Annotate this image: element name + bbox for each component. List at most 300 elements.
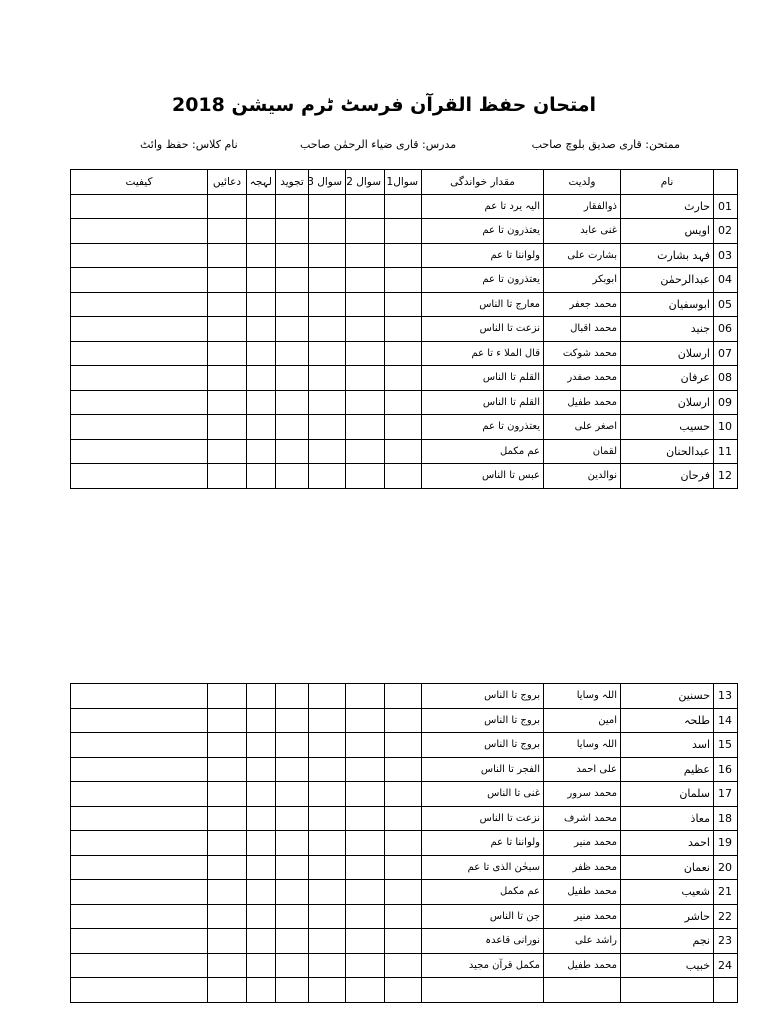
header-remarks: کیفیت bbox=[71, 170, 208, 195]
amount-cell: سبحٰن الذی تا عم bbox=[422, 855, 544, 880]
q2-cell bbox=[346, 782, 385, 807]
father-cell: محمد اشرف bbox=[544, 806, 621, 831]
tajweed-cell bbox=[276, 390, 309, 415]
lehja-cell bbox=[247, 268, 276, 293]
number-cell: 15 bbox=[714, 733, 738, 758]
q3-cell bbox=[309, 194, 346, 219]
number-cell: 24 bbox=[714, 953, 738, 978]
tajweed-cell bbox=[276, 904, 309, 929]
amount-cell: الیہ یرد تا عم bbox=[422, 194, 544, 219]
table-row bbox=[71, 341, 738, 366]
name-cell: عرفان bbox=[621, 366, 714, 391]
father-cell: محمد منیر bbox=[544, 831, 621, 856]
q2-cell bbox=[346, 464, 385, 489]
q1-cell bbox=[385, 978, 422, 1003]
father-cell: بشارت علی bbox=[544, 243, 621, 268]
duas-cell bbox=[208, 464, 247, 489]
q1-cell bbox=[385, 243, 422, 268]
lehja-cell bbox=[247, 684, 276, 709]
q2-cell bbox=[346, 708, 385, 733]
name-cell: احمد bbox=[621, 831, 714, 856]
number-cell: 06 bbox=[714, 317, 738, 342]
number-cell: 02 bbox=[714, 219, 738, 244]
tajweed-cell bbox=[276, 733, 309, 758]
table-row bbox=[71, 194, 738, 219]
number-cell: 03 bbox=[714, 243, 738, 268]
number-cell: 22 bbox=[714, 904, 738, 929]
q1-cell bbox=[385, 782, 422, 807]
name-cell: جنید bbox=[621, 317, 714, 342]
lehja-cell bbox=[247, 708, 276, 733]
remarks-cell bbox=[71, 708, 208, 733]
tajweed-cell bbox=[276, 978, 309, 1003]
tajweed-cell bbox=[276, 782, 309, 807]
number-cell: 19 bbox=[714, 831, 738, 856]
amount-cell: یعتذرون تا عم bbox=[422, 219, 544, 244]
table-row bbox=[71, 904, 738, 929]
header-name: نام bbox=[621, 170, 714, 195]
q2-cell bbox=[346, 978, 385, 1003]
lehja-cell bbox=[247, 194, 276, 219]
tajweed-cell bbox=[276, 757, 309, 782]
q1-cell bbox=[385, 684, 422, 709]
header-q1: سوال1 bbox=[385, 170, 422, 195]
amount-cell: عبس تا الناس bbox=[422, 464, 544, 489]
amount-cell: عم مکمل bbox=[422, 439, 544, 464]
amount-cell: یعتذرون تا عم bbox=[422, 415, 544, 440]
amount-cell: ولواننا تا عم bbox=[422, 831, 544, 856]
table-row bbox=[71, 219, 738, 244]
page-title: امتحان حفظ القرآن فرسٹ ٹرم سیشن 2018 bbox=[171, 94, 597, 116]
amount-cell: عم مکمل bbox=[422, 880, 544, 905]
father-cell: محمد سرور bbox=[544, 782, 621, 807]
q2-cell bbox=[346, 415, 385, 440]
examiner-label: ممتحن: قاری صدیق بلوچ صاحب bbox=[531, 138, 680, 151]
table-row bbox=[71, 880, 738, 905]
q1-cell bbox=[385, 880, 422, 905]
q1-cell bbox=[385, 390, 422, 415]
header-amount: مقدار خواندگی bbox=[422, 170, 544, 195]
name-cell: فرحان bbox=[621, 464, 714, 489]
name-cell: طلحہ bbox=[621, 708, 714, 733]
father-cell: امین bbox=[544, 708, 621, 733]
duas-cell bbox=[208, 978, 247, 1003]
q2-cell bbox=[346, 855, 385, 880]
amount-cell: بروج تا الناس bbox=[422, 708, 544, 733]
remarks-cell bbox=[71, 978, 208, 1003]
q2-cell bbox=[346, 904, 385, 929]
name-cell: خبیب bbox=[621, 953, 714, 978]
tajweed-cell bbox=[276, 268, 309, 293]
father-cell: محمد شوکت bbox=[544, 341, 621, 366]
number-cell: 09 bbox=[714, 390, 738, 415]
duas-cell bbox=[208, 684, 247, 709]
tajweed-cell bbox=[276, 439, 309, 464]
amount-cell: بروج تا الناس bbox=[422, 684, 544, 709]
table-row bbox=[71, 317, 738, 342]
duas-cell bbox=[208, 292, 247, 317]
lehja-cell bbox=[247, 415, 276, 440]
table-row bbox=[71, 292, 738, 317]
lehja-cell bbox=[247, 855, 276, 880]
table-row bbox=[71, 268, 738, 293]
number-cell: 10 bbox=[714, 415, 738, 440]
q3-cell bbox=[309, 390, 346, 415]
number-cell: 14 bbox=[714, 708, 738, 733]
lehja-cell bbox=[247, 219, 276, 244]
tajweed-cell bbox=[276, 855, 309, 880]
table-header-row bbox=[71, 170, 738, 195]
header-q3: سوال 3 bbox=[309, 170, 346, 195]
q1-cell bbox=[385, 806, 422, 831]
duas-cell bbox=[208, 219, 247, 244]
lehja-cell bbox=[247, 929, 276, 954]
table-row bbox=[71, 831, 738, 856]
q1-cell bbox=[385, 366, 422, 391]
name-cell: شعیب bbox=[621, 880, 714, 905]
tajweed-cell bbox=[276, 243, 309, 268]
lehja-cell bbox=[247, 880, 276, 905]
duas-cell bbox=[208, 855, 247, 880]
q2-cell bbox=[346, 194, 385, 219]
q1-cell bbox=[385, 194, 422, 219]
duas-cell bbox=[208, 268, 247, 293]
q3-cell bbox=[309, 243, 346, 268]
q3-cell bbox=[309, 953, 346, 978]
q1-cell bbox=[385, 929, 422, 954]
q2-cell bbox=[346, 439, 385, 464]
q3-cell bbox=[309, 415, 346, 440]
duas-cell bbox=[208, 806, 247, 831]
table-row bbox=[71, 390, 738, 415]
lehja-cell bbox=[247, 978, 276, 1003]
q3-cell bbox=[309, 341, 346, 366]
amount-cell: معارج تا الناس bbox=[422, 292, 544, 317]
lehja-cell bbox=[247, 317, 276, 342]
amount-cell: یعتذرون تا عم bbox=[422, 268, 544, 293]
remarks-cell bbox=[71, 733, 208, 758]
q1-cell bbox=[385, 831, 422, 856]
q1-cell bbox=[385, 268, 422, 293]
header-q2: سوال 2 bbox=[346, 170, 385, 195]
table-row bbox=[71, 855, 738, 880]
tajweed-cell bbox=[276, 464, 309, 489]
q3-cell bbox=[309, 268, 346, 293]
amount-cell: نورانی قاعدہ bbox=[422, 929, 544, 954]
q3-cell bbox=[309, 733, 346, 758]
lehja-cell bbox=[247, 757, 276, 782]
duas-cell bbox=[208, 415, 247, 440]
amount-cell: مکمل قرآن مجید bbox=[422, 953, 544, 978]
tajweed-cell bbox=[276, 317, 309, 342]
duas-cell bbox=[208, 366, 247, 391]
q2-cell bbox=[346, 341, 385, 366]
name-cell: عبدالحنان bbox=[621, 439, 714, 464]
amount-cell: القلم تا الناس bbox=[422, 390, 544, 415]
number-cell: 21 bbox=[714, 880, 738, 905]
remarks-cell bbox=[71, 219, 208, 244]
father-cell: محمد طفیل bbox=[544, 953, 621, 978]
q3-cell bbox=[309, 439, 346, 464]
lehja-cell bbox=[247, 831, 276, 856]
remarks-cell bbox=[71, 194, 208, 219]
tajweed-cell bbox=[276, 806, 309, 831]
duas-cell bbox=[208, 782, 247, 807]
amount-cell: بروج تا الناس bbox=[422, 733, 544, 758]
tajweed-cell bbox=[276, 708, 309, 733]
name-cell: حاشر bbox=[621, 904, 714, 929]
table-row bbox=[71, 243, 738, 268]
remarks-cell bbox=[71, 390, 208, 415]
q2-cell bbox=[346, 929, 385, 954]
lehja-cell bbox=[247, 243, 276, 268]
tajweed-cell bbox=[276, 831, 309, 856]
number-cell: 04 bbox=[714, 268, 738, 293]
remarks-cell bbox=[71, 904, 208, 929]
duas-cell bbox=[208, 757, 247, 782]
q3-cell bbox=[309, 831, 346, 856]
duas-cell bbox=[208, 708, 247, 733]
name-cell: معاذ bbox=[621, 806, 714, 831]
table-row bbox=[71, 953, 738, 978]
results-table-2 bbox=[70, 683, 738, 1003]
results-table-1 bbox=[70, 169, 738, 489]
amount-cell: نزعت تا الناس bbox=[422, 806, 544, 831]
tajweed-cell bbox=[276, 194, 309, 219]
lehja-cell bbox=[247, 953, 276, 978]
q2-cell bbox=[346, 831, 385, 856]
q1-cell bbox=[385, 292, 422, 317]
name-cell: حارث bbox=[621, 194, 714, 219]
duas-cell bbox=[208, 880, 247, 905]
lehja-cell bbox=[247, 341, 276, 366]
father-cell: محمد صفدر bbox=[544, 366, 621, 391]
table-row bbox=[71, 708, 738, 733]
name-cell: نعمان bbox=[621, 855, 714, 880]
table-row bbox=[71, 464, 738, 489]
remarks-cell bbox=[71, 929, 208, 954]
remarks-cell bbox=[71, 782, 208, 807]
remarks-cell bbox=[71, 366, 208, 391]
lehja-cell bbox=[247, 464, 276, 489]
lehja-cell bbox=[247, 904, 276, 929]
tajweed-cell bbox=[276, 366, 309, 391]
table-row bbox=[71, 439, 738, 464]
number-cell: 17 bbox=[714, 782, 738, 807]
table-row bbox=[71, 929, 738, 954]
number-cell: 23 bbox=[714, 929, 738, 954]
duas-cell bbox=[208, 341, 247, 366]
tajweed-cell bbox=[276, 880, 309, 905]
q2-cell bbox=[346, 219, 385, 244]
q3-cell bbox=[309, 806, 346, 831]
number-cell: 12 bbox=[714, 464, 738, 489]
duas-cell bbox=[208, 439, 247, 464]
q1-cell bbox=[385, 415, 422, 440]
father-cell: محمد طفیل bbox=[544, 880, 621, 905]
father-cell: محمد اقبال bbox=[544, 317, 621, 342]
name-cell: فہد بشارت bbox=[621, 243, 714, 268]
number-cell: 05 bbox=[714, 292, 738, 317]
father-cell: ابوبکر bbox=[544, 268, 621, 293]
name-cell: ارسلان bbox=[621, 390, 714, 415]
table-row bbox=[71, 782, 738, 807]
remarks-cell bbox=[71, 953, 208, 978]
tajweed-cell bbox=[276, 292, 309, 317]
remarks-cell bbox=[71, 855, 208, 880]
name-cell: حسنین bbox=[621, 684, 714, 709]
father-cell: لقمان bbox=[544, 439, 621, 464]
name-cell: اویس bbox=[621, 219, 714, 244]
remarks-cell bbox=[71, 880, 208, 905]
name-cell: سلمان bbox=[621, 782, 714, 807]
father-cell: غنی عابد bbox=[544, 219, 621, 244]
q3-cell bbox=[309, 219, 346, 244]
amount-cell bbox=[422, 978, 544, 1003]
amount-cell: جن تا الناس bbox=[422, 904, 544, 929]
q3-cell bbox=[309, 757, 346, 782]
amount-cell: الفجر تا الناس bbox=[422, 757, 544, 782]
name-cell: اسد bbox=[621, 733, 714, 758]
lehja-cell bbox=[247, 782, 276, 807]
amount-cell: نزعت تا الناس bbox=[422, 317, 544, 342]
number-cell bbox=[714, 978, 738, 1003]
header-lehja: لہجہ bbox=[247, 170, 276, 195]
duas-cell bbox=[208, 929, 247, 954]
father-cell: اللہ وسایا bbox=[544, 733, 621, 758]
q1-cell bbox=[385, 757, 422, 782]
name-cell: حسیب bbox=[621, 415, 714, 440]
q2-cell bbox=[346, 953, 385, 978]
q1-cell bbox=[385, 733, 422, 758]
tajweed-cell bbox=[276, 341, 309, 366]
remarks-cell bbox=[71, 317, 208, 342]
q2-cell bbox=[346, 366, 385, 391]
header-tajweed: تجوید bbox=[276, 170, 309, 195]
lehja-cell bbox=[247, 366, 276, 391]
q2-cell bbox=[346, 733, 385, 758]
lehja-cell bbox=[247, 806, 276, 831]
name-cell: ابوسفیان bbox=[621, 292, 714, 317]
q3-cell bbox=[309, 904, 346, 929]
remarks-cell bbox=[71, 268, 208, 293]
remarks-cell bbox=[71, 806, 208, 831]
amount-cell: قال الملا ء تا عم bbox=[422, 341, 544, 366]
q2-cell bbox=[346, 880, 385, 905]
q2-cell bbox=[346, 757, 385, 782]
q3-cell bbox=[309, 978, 346, 1003]
number-cell: 20 bbox=[714, 855, 738, 880]
lehja-cell bbox=[247, 390, 276, 415]
q3-cell bbox=[309, 708, 346, 733]
tajweed-cell bbox=[276, 953, 309, 978]
tajweed-cell bbox=[276, 684, 309, 709]
duas-cell bbox=[208, 831, 247, 856]
class-label: نام کلاس: حفظ وائٹ bbox=[140, 138, 238, 151]
q2-cell bbox=[346, 317, 385, 342]
duas-cell bbox=[208, 194, 247, 219]
q2-cell bbox=[346, 390, 385, 415]
remarks-cell bbox=[71, 464, 208, 489]
number-cell: 11 bbox=[714, 439, 738, 464]
duas-cell bbox=[208, 733, 247, 758]
q2-cell bbox=[346, 806, 385, 831]
q2-cell bbox=[346, 268, 385, 293]
header-number bbox=[714, 170, 738, 195]
duas-cell bbox=[208, 904, 247, 929]
amount-cell: القلم تا الناس bbox=[422, 366, 544, 391]
remarks-cell bbox=[71, 439, 208, 464]
q1-cell bbox=[385, 317, 422, 342]
table-row bbox=[71, 415, 738, 440]
table-row bbox=[71, 366, 738, 391]
father-cell: محمد منیر bbox=[544, 904, 621, 929]
q3-cell bbox=[309, 317, 346, 342]
lehja-cell bbox=[247, 292, 276, 317]
tajweed-cell bbox=[276, 929, 309, 954]
table-row bbox=[71, 733, 738, 758]
q1-cell bbox=[385, 219, 422, 244]
father-cell: راشد علی bbox=[544, 929, 621, 954]
lehja-cell bbox=[247, 733, 276, 758]
q1-cell bbox=[385, 855, 422, 880]
name-cell: نجم bbox=[621, 929, 714, 954]
q1-cell bbox=[385, 439, 422, 464]
q3-cell bbox=[309, 880, 346, 905]
tajweed-cell bbox=[276, 219, 309, 244]
q2-cell bbox=[346, 243, 385, 268]
father-cell: ذوالفقار bbox=[544, 194, 621, 219]
q2-cell bbox=[346, 684, 385, 709]
name-cell bbox=[621, 978, 714, 1003]
q3-cell bbox=[309, 464, 346, 489]
q1-cell bbox=[385, 464, 422, 489]
father-cell: اصغر علی bbox=[544, 415, 621, 440]
remarks-cell bbox=[71, 415, 208, 440]
q3-cell bbox=[309, 855, 346, 880]
name-cell: عبدالرحمٰن bbox=[621, 268, 714, 293]
table-row bbox=[71, 757, 738, 782]
q1-cell bbox=[385, 904, 422, 929]
number-cell: 07 bbox=[714, 341, 738, 366]
number-cell: 08 bbox=[714, 366, 738, 391]
number-cell: 16 bbox=[714, 757, 738, 782]
amount-cell: ولواننا تا عم bbox=[422, 243, 544, 268]
father-cell: نوالدین bbox=[544, 464, 621, 489]
father-cell bbox=[544, 978, 621, 1003]
remarks-cell bbox=[71, 341, 208, 366]
remarks-cell bbox=[71, 292, 208, 317]
remarks-cell bbox=[71, 684, 208, 709]
number-cell: 18 bbox=[714, 806, 738, 831]
number-cell: 13 bbox=[714, 684, 738, 709]
remarks-cell bbox=[71, 831, 208, 856]
amount-cell: غنی تا الناس bbox=[422, 782, 544, 807]
duas-cell bbox=[208, 317, 247, 342]
number-cell: 01 bbox=[714, 194, 738, 219]
tajweed-cell bbox=[276, 415, 309, 440]
q3-cell bbox=[309, 366, 346, 391]
table-row bbox=[71, 978, 738, 1003]
remarks-cell bbox=[71, 243, 208, 268]
q2-cell bbox=[346, 292, 385, 317]
header-father: ولدیت bbox=[544, 170, 621, 195]
q3-cell bbox=[309, 929, 346, 954]
table-row bbox=[71, 684, 738, 709]
lehja-cell bbox=[247, 439, 276, 464]
name-cell: عظیم bbox=[621, 757, 714, 782]
duas-cell bbox=[208, 243, 247, 268]
